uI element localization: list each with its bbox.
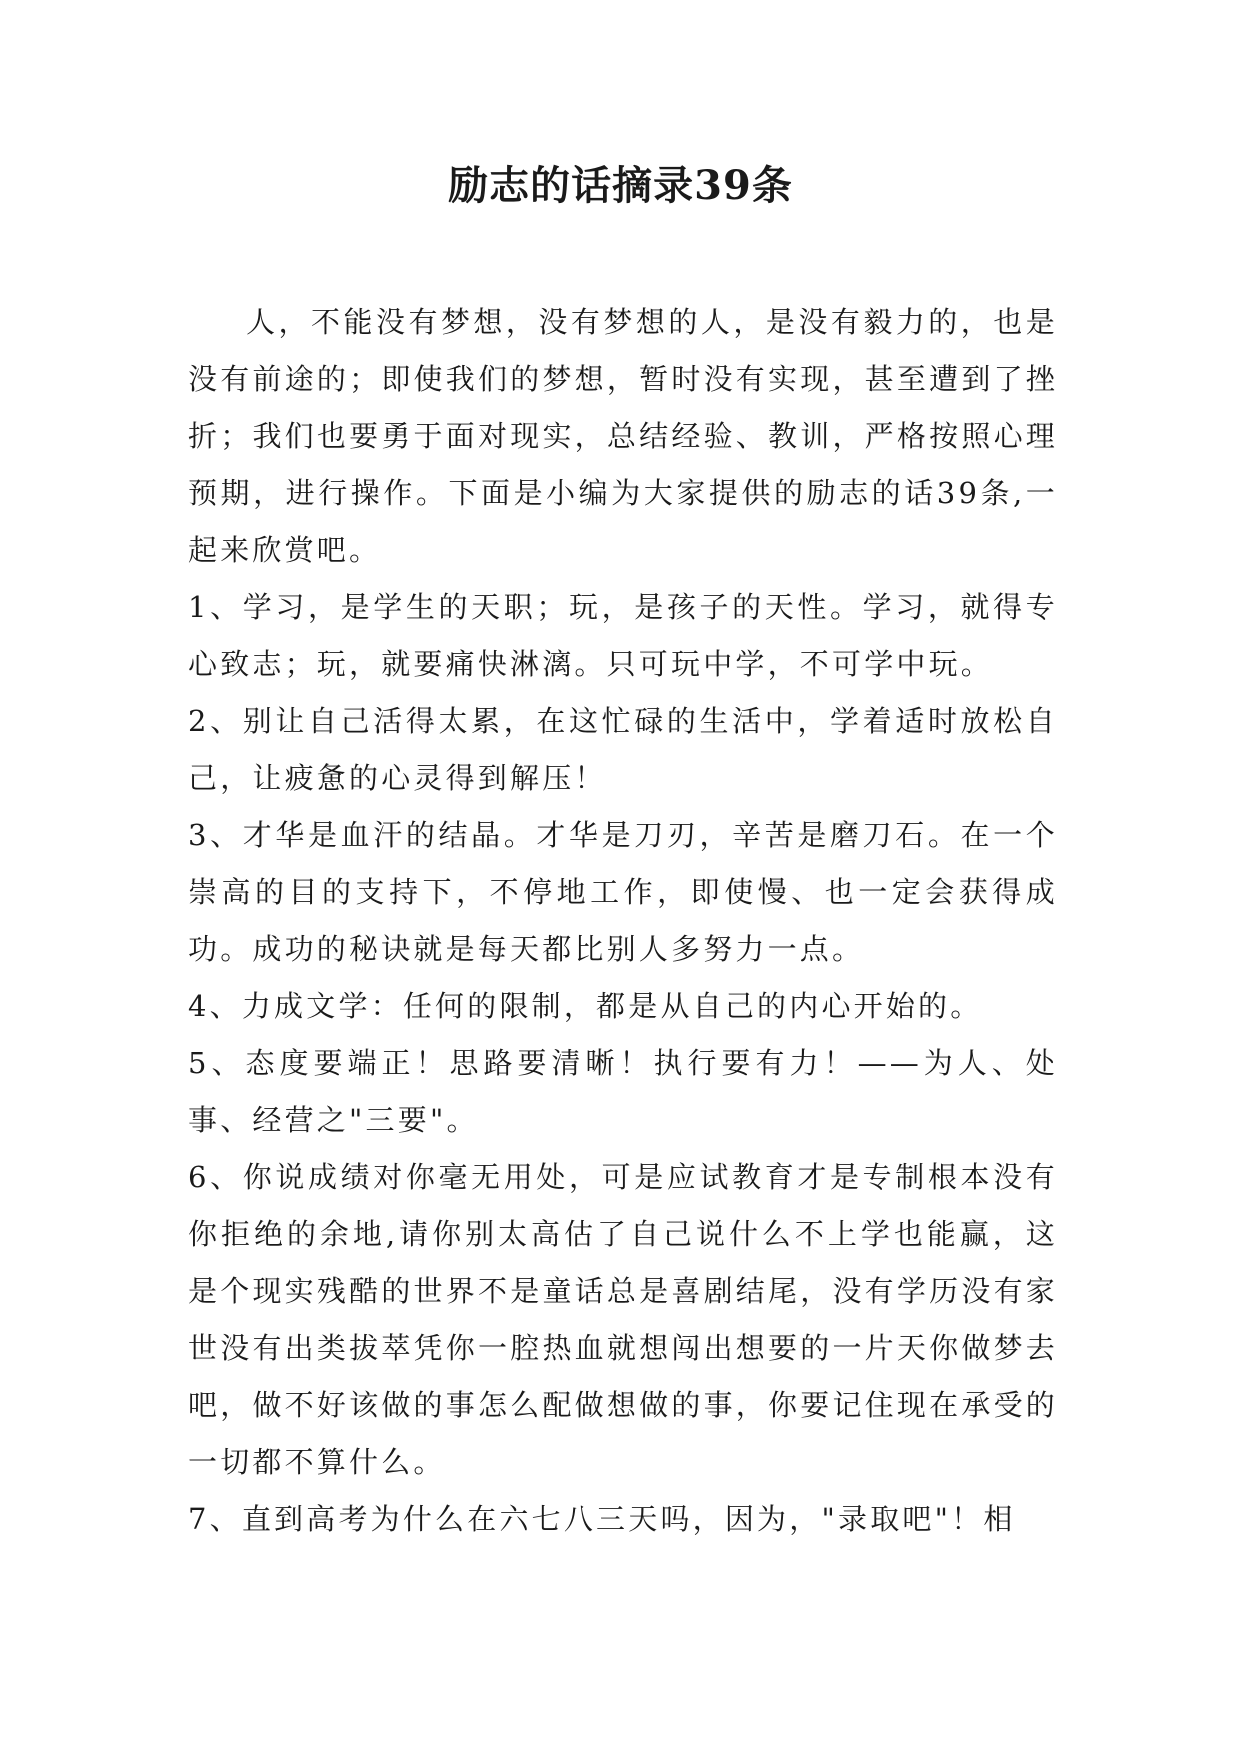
list-item: 3、才华是血汗的结晶。才华是刀刃，辛苦是磨刀石。在一个崇高的目的支持下，不停地工作，即使慢、也一定会获得成功。成功的秘诀就是每天都比别人多努力一点。 <box>188 818 1058 966</box>
list-item: 2、别让自己活得太累，在这忙碌的生活中，学着适时放松自己，让疲惫的心灵得到解压！ <box>188 704 1058 795</box>
list-item: 4、力成文学：任何的限制，都是从自己的内心开始的。 <box>188 989 983 1023</box>
document-body <box>188 294 1058 1548</box>
list-item: 5、态度要端正！思路要清晰！执行要有力！——为人、处事、经营之"三要"。 <box>188 1046 1058 1137</box>
list-item: 6、你说成绩对你毫无用处，可是应试教育才是专制根本没有你拒绝的余地,请你别太高估了自己说什么不上学也能赢，这是个现实残酷的世界不是童话总是喜剧结尾，没有学历没有家世没有出类拔萃凭你一腔热血就想闯出想要的一片天你做梦去吧，做不好该做的事怎么配做想做的事，你要记住现在承受的一切都不算什么。 <box>188 1160 1058 1479</box>
document-title: 励志的话摘录39条 <box>448 162 793 209</box>
list-item: 7、直到高考为什么在六七八三天吗，因为，"录取吧"！相 <box>188 1502 1016 1536</box>
list-item: 1、学习，是学生的天职；玩，是孩子的天性。学习，就得专心致志；玩，就要痛快淋漓。只可玩中学，不可学中玩。 <box>188 590 1058 681</box>
intro-paragraph: 人，不能没有梦想，没有梦想的人，是没有毅力的，也是没有前途的；即使我们的梦想，暂时没有实现，甚至遭到了挫折；我们也要勇于面对现实，总结经验、教训，严格按照心理预期，进行操作。下面是小编为大家提供的励志的话39条,一起来欣赏吧。 <box>188 305 1058 567</box>
